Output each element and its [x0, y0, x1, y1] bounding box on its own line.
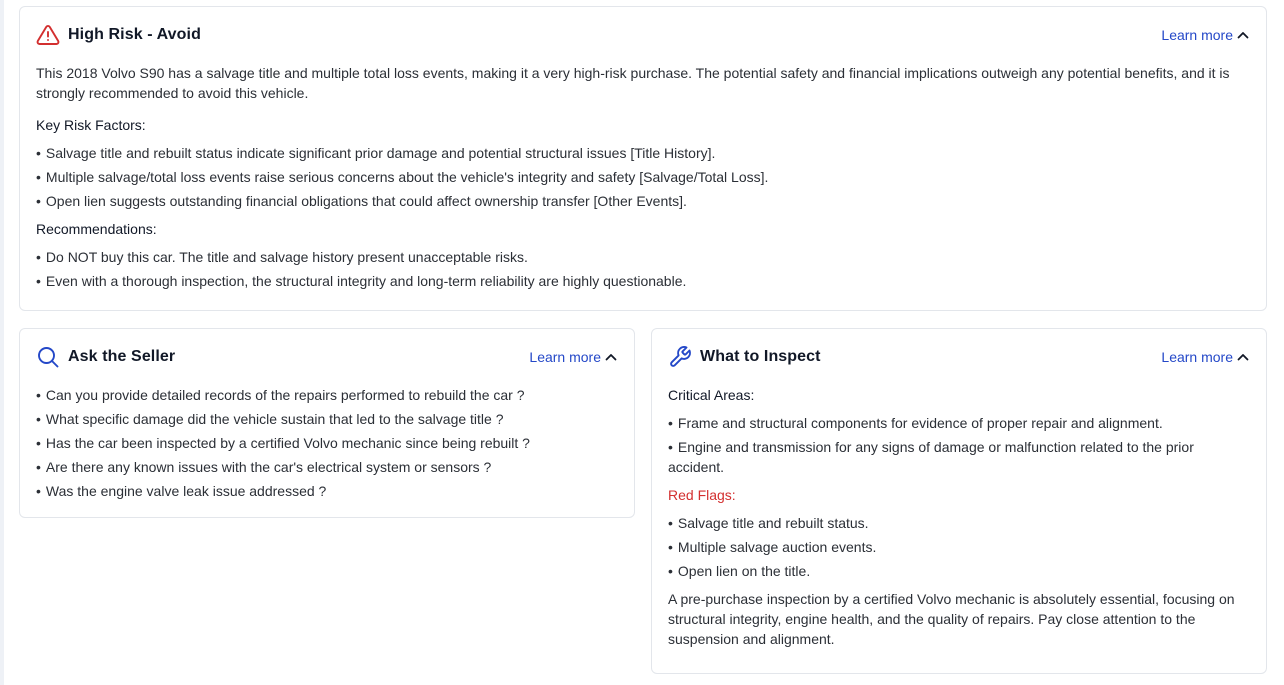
list-item: • Can you provide detailed records of the repairs performed to rebuild the car ?	[36, 385, 618, 405]
inspect-learn-more-button[interactable]	[1161, 349, 1250, 365]
seller-title: Ask the Seller	[68, 348, 176, 365]
inspect-flags-list	[668, 513, 1250, 581]
list-item: • Has the car been inspected by a certified Volvo mechanic since being rebuilt ?	[36, 433, 618, 453]
inspect-card	[651, 328, 1267, 674]
seller-learn-more-label: Learn more	[529, 349, 601, 365]
chevron-up-icon	[1236, 350, 1250, 364]
list-item: • Multiple salvage/total loss events raise serious concerns about the vehicle's integrity and safety [Salvage/Total Loss].	[36, 167, 1250, 187]
risk-title: High Risk - Avoid	[68, 26, 201, 43]
chevron-up-icon	[604, 350, 618, 364]
risk-summary: This 2018 Volvo S90 has a salvage title and multiple total loss events, making it a very high-risk purchase. The potential safety and financial implications outweigh any potential benefits, and it is strongly recommended to avoid this vehicle.	[36, 65, 1230, 101]
seller-card	[19, 328, 635, 518]
seller-learn-more-button[interactable]	[529, 349, 618, 365]
inspect-critical-heading: Critical Areas:	[668, 387, 755, 403]
list-item: • Was the engine valve leak issue addressed ?	[36, 481, 618, 501]
inspect-card-body	[668, 385, 1250, 649]
search-icon	[36, 345, 60, 369]
inspect-note: A pre-purchase inspection by a certified Volvo mechanic is absolutely essential, focusing on structural integrity, engine health, and the quality of repairs. Pay close attention to the suspension and alignment.	[668, 591, 1235, 647]
list-item: • Do NOT buy this car. The title and salvage history present unacceptable risks.	[36, 247, 1250, 267]
risk-learn-more-button[interactable]	[1161, 27, 1250, 43]
list-item: • Open lien on the title.	[668, 561, 1250, 581]
list-item: • Are there any known issues with the car's electrical system or sensors ?	[36, 457, 618, 477]
risk-recs-list	[36, 247, 1250, 291]
inspect-card-header	[668, 345, 1250, 369]
risk-card-header	[36, 23, 1250, 47]
seller-card-body	[36, 385, 618, 505]
seller-card-header	[36, 345, 618, 369]
risk-card	[19, 6, 1267, 311]
seller-questions-list	[36, 385, 618, 501]
chevron-up-icon	[1236, 28, 1250, 42]
list-item: • Multiple salvage auction events.	[668, 537, 1250, 557]
list-item: • Open lien suggests outstanding financial obligations that could affect ownership transfer [Other Events].	[36, 191, 1250, 211]
list-item: • Salvage title and rebuilt status indicate significant prior damage and potential structural issues [Title History].	[36, 143, 1250, 163]
list-item: • Frame and structural components for evidence of proper repair and alignment.	[668, 413, 1250, 433]
inspect-flags-heading: Red Flags:	[668, 487, 736, 503]
warning-triangle-icon	[36, 23, 60, 47]
list-item: • Even with a thorough inspection, the structural integrity and long-term reliability are highly questionable.	[36, 271, 1250, 291]
list-item: • Engine and transmission for any signs of damage or malfunction related to the prior accident.	[668, 437, 1250, 477]
page	[4, 0, 1284, 685]
risk-card-body	[36, 63, 1250, 295]
inspect-critical-list	[668, 413, 1250, 477]
list-item: • What specific damage did the vehicle sustain that led to the salvage title ?	[36, 409, 618, 429]
list-item: • Salvage title and rebuilt status.	[668, 513, 1250, 533]
risk-factors-heading: Key Risk Factors:	[36, 117, 146, 133]
risk-factors-list	[36, 143, 1250, 211]
inspect-title: What to Inspect	[700, 348, 821, 365]
wrench-icon	[668, 345, 692, 369]
inspect-learn-more-label: Learn more	[1161, 349, 1233, 365]
risk-learn-more-label: Learn more	[1161, 27, 1233, 43]
risk-recs-heading: Recommendations:	[36, 221, 157, 237]
